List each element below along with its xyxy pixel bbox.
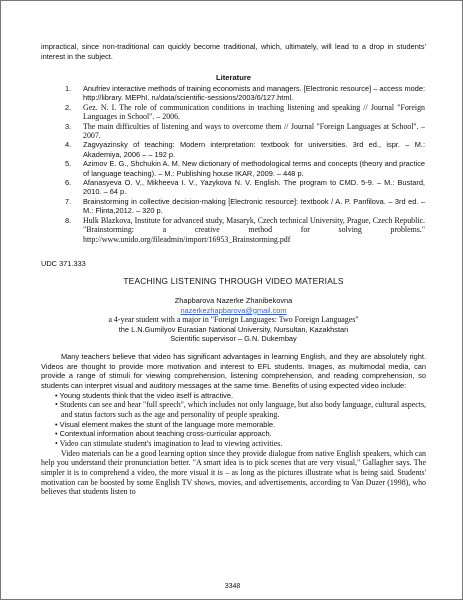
bullet-item: • Visual element makes the stunt of the language more memorable. bbox=[55, 419, 276, 429]
bullet-icon: • bbox=[55, 419, 60, 429]
scientific-supervisor: Scientific supervisor – G.N. Dukembay bbox=[170, 334, 297, 344]
bullet-item: • Students can see and hear "full speech", which includes not only language, but also body language, cultural aspects, and status factors such as the age and personality of people speaking. bbox=[55, 400, 426, 419]
reference-text: Brainstorming in collective decision-making [Electronic resource]: textbook / A. P. Panfilova. – 3rd ed. – M.: Flinta,2012. – 320 p. bbox=[83, 196, 425, 216]
reference-item: 6. Afanasyeva O. V., Mikheeva I. V., Yazykova N. V. English. The program to CMD. 5-9. – M.: Bustard, 2010. – 64 p. bbox=[65, 178, 425, 197]
body-paragraph: Video materials can be a good learning option since they provide dialogue from native English speakers, which can help you understand their pronunciation better. "A smart idea is to pick scenes that are very visual," Gallagher says. The simpler it is to comprehend a video, the more visual it is – as long as the pictures illustrate what is being said. Students' motivation can be boosted by some English TV shows, movies, and advertisements, according to Van Duzer (1998), who believes that students listen to bbox=[41, 448, 426, 497]
reference-item: 5. Azimov E. G., Shchukin A. M. New dictionary of methodological terms and concepts (theory and practice of language teaching). – M.: Publishing house IKAR, 2009. – 448 p. bbox=[65, 159, 425, 178]
reference-item: 2. Gez. N. I. The role of communication conditions in teaching listening and speaking // Journal "Foreign Languages in School". – 2006. bbox=[65, 102, 425, 122]
author-email-link[interactable]: nazerkezhapbarova@gmail.com bbox=[180, 305, 287, 315]
reference-item: 3. The main difficulties of listening and ways to overcome them // Journal "Foreign Languages at School". – 2007. bbox=[65, 121, 425, 141]
bullet-icon: • bbox=[55, 390, 60, 400]
references-list bbox=[65, 84, 425, 244]
reference-text: Zagvyazinsky of teaching: Modern interpretation: textbook for universities. 3rd ed., ispr. – M.: Akademiya, 2006 – – 192 p. bbox=[83, 140, 425, 159]
bullet-item: • Contextual information about teaching cross-curricular approach. bbox=[55, 429, 272, 439]
article-body bbox=[41, 352, 426, 497]
university-line: the L.N.Gumilyov Eurasian National University, Nursultan, Kazakhstan bbox=[118, 324, 349, 334]
reference-item: 1. Anufriev interactive methods of training economists and managers. [Electronic resource] – access mode: http://library. MEPhI. ru/data/scientific-sessions/2003/6/127.html. bbox=[65, 84, 425, 103]
author-block bbox=[41, 296, 426, 344]
reference-item: 4. Zagvyazinsky of teaching: Modern interpretation: textbook for universities. 3rd ed., ispr. – M.: Akademiya, 2006 – – 192 p. bbox=[65, 140, 425, 159]
bullet-item: • Video can stimulate student's imagination to lead to viewing activities. bbox=[55, 438, 283, 448]
reference-text: The main difficulties of listening and ways to overcome them // Journal "Foreign Languages at School". – 2007. bbox=[83, 121, 425, 141]
author-name: Zhapbarova Nazerke Zhanibekovna bbox=[174, 296, 293, 305]
literature-heading: Literature bbox=[215, 73, 252, 82]
bullet-icon: • bbox=[55, 400, 60, 410]
intro-paragraph bbox=[41, 42, 426, 61]
article-title: TEACHING LISTENING THROUGH VIDEO MATERIALS bbox=[123, 276, 344, 286]
bullet-item: • Young students think that the video itself is attractive. bbox=[55, 390, 234, 400]
reference-text: Anufriev interactive methods of training economists and managers. [Electronic resource] – access mode: http://library. MEPhI. ru/data/scientific-sessions/2003/6/127.html. bbox=[83, 84, 425, 103]
reference-text: Gez. N. I. The role of communication conditions in teaching listening and speaking // Journal "Foreign Languages in School". – 2006. bbox=[83, 102, 425, 122]
reference-item: 8. Hulk Blazkova, Institute for advanced study, Masaryk, Czech technical University, Prague, Czech Republic. "Brainstorming: a creative method for solving problems." http://www.unido.org/fileadmin/import/16953_Brainstorming.pdf bbox=[65, 215, 425, 244]
reference-text: Azimov E. G., Shchukin A. M. New dictionary of methodological terms and concepts (theory and practice of language teaching). – M.: Publishing house IKAR, 2009. – 448 p. bbox=[83, 159, 425, 178]
page-number: 3348 bbox=[224, 583, 241, 590]
reference-text: Afanasyeva O. V., Mikheeva I. V., Yazykova N. V. English. The program to CMD. 5-9. – M.: Bustard, 2010. – 64 p. bbox=[83, 178, 425, 197]
reference-item: 7. Brainstorming in collective decision-making [Electronic resource]: textbook / A. P. Panfilova. – 3rd ed. – M.: Flinta,2012. – 320 p. bbox=[65, 196, 425, 216]
bullet-icon: • bbox=[55, 438, 60, 448]
author-affiliation: a 4-year student with a major in "Foreign Languages: Two Foreign Languages" bbox=[108, 315, 359, 325]
udc-code: UDC 371.333 bbox=[41, 259, 86, 268]
body-paragraph: Many teachers believe that video has significant advantages in learning English, and they are absolutely right. Videos are thought to provide more motivation and interest to EFL students. Images, as multimodal media, can provide a range of stimuli for viewing comprehension, listening comprehension, and reading comprehension, so students can interpret visual and auditory messages at the same time. Benefits of using expected video include: bbox=[41, 352, 426, 390]
reference-text: Hulk Blazkova, Institute for advanced study, Masaryk, Czech technical University, Prague, Czech Republic. "Brainstorming: a creative method for solving problems." http://www.unido.org/fileadmin/import/16953_Brainstorming.pdf bbox=[83, 215, 425, 244]
intro-text: impractical, since non-traditional can quickly become traditional, which, ultimately, will lead to a drop in students' interest in the subject. bbox=[41, 42, 426, 61]
bullet-icon: • bbox=[55, 429, 60, 439]
